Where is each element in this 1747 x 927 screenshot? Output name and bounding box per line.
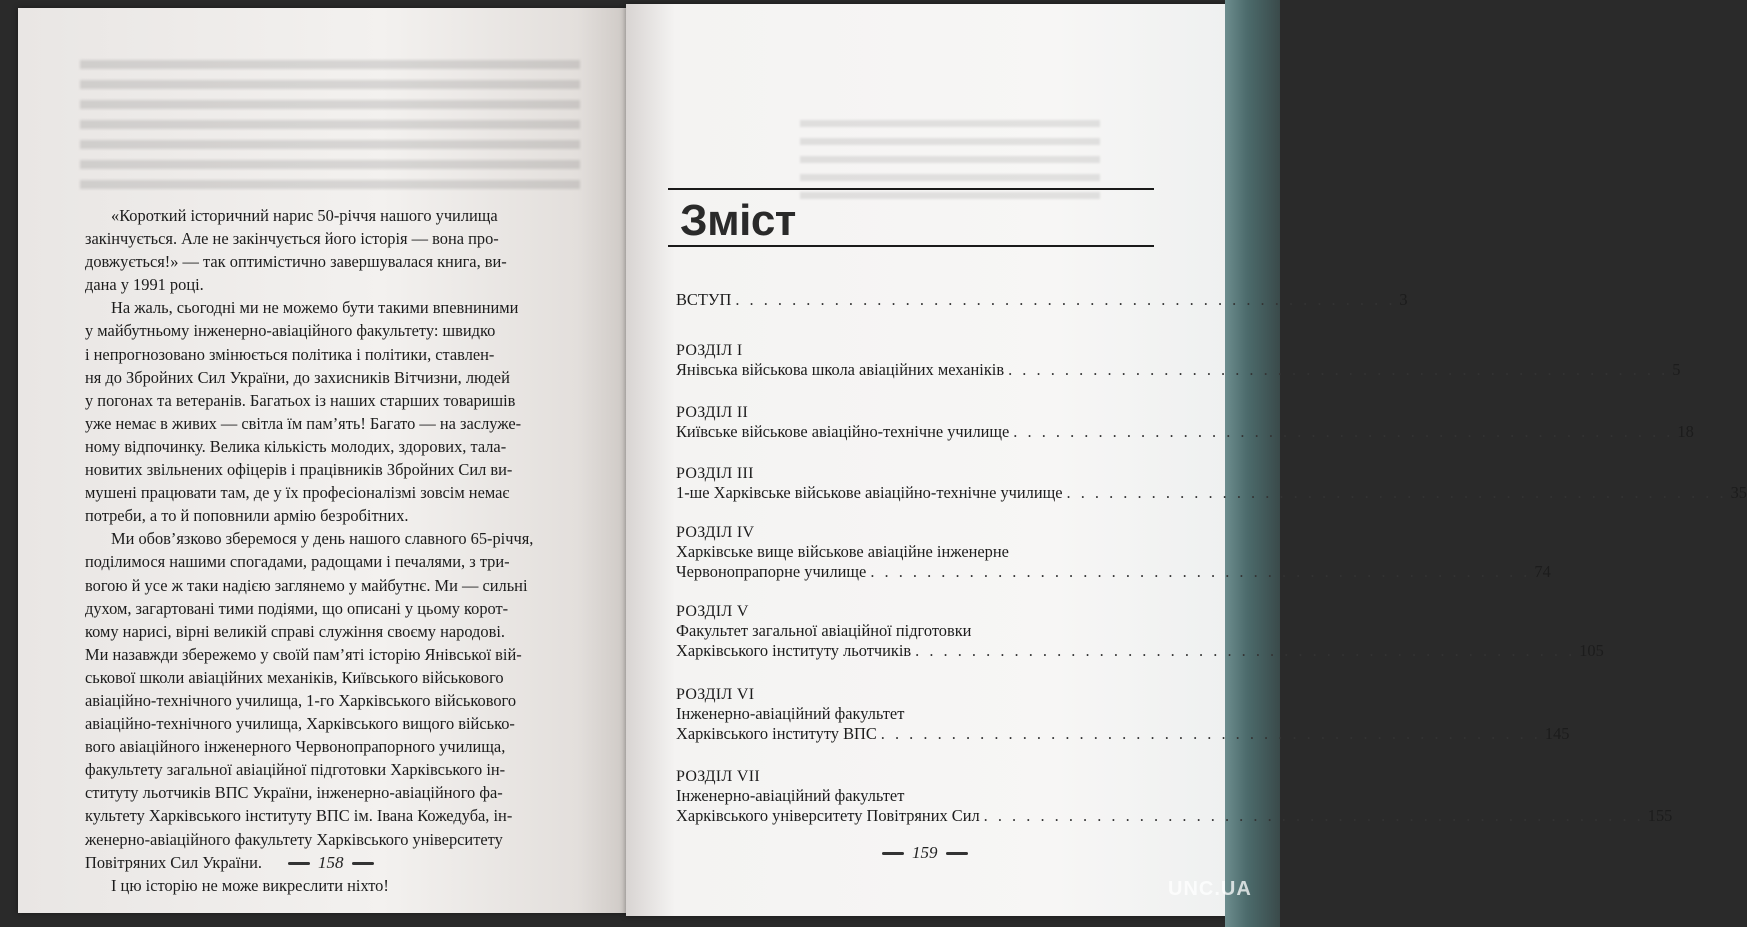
show-through-text-right [800, 120, 1100, 210]
toc-line [676, 786, 1162, 806]
toc-line [676, 422, 1694, 442]
text-line: потреби, а то й поповнили армію безробітних. [85, 506, 409, 526]
toc-chapter-heading: РОЗДІЛ II [676, 404, 749, 421]
text-line: Ми назавжди збережемо у своїй пам’яті історію Янівської вій- [85, 644, 522, 664]
text-line: поділимося нашими спогадами, радощами і печалями, з три- [85, 552, 510, 572]
paragraph [85, 296, 570, 527]
title-rule-top [668, 188, 1154, 190]
toc-line-text: Янівська військова школа авіаційних механіків [676, 360, 1005, 379]
toc-entry[interactable] [676, 768, 1673, 826]
text-line: новитих звільнених офіцерів і працівників Збройних Сил ви- [85, 460, 513, 480]
toc-line-text: Київське військове авіаційно-технічне училище [676, 422, 1010, 441]
book-cover-edge [1225, 0, 1280, 927]
text-line: довжується!» — так оптимістично завершувалася книга, ви- [85, 252, 507, 272]
toc-entry[interactable] [676, 686, 1570, 744]
watermark: UNC.UA [1168, 878, 1252, 900]
text-line: ституту льотчиків ВПС України, інженерно-авіаційного фа- [85, 783, 503, 803]
right-page-number [882, 843, 968, 863]
text-line: дана у 1991 році. [85, 275, 204, 295]
toc-leader-dots: . . . . . . . . . . . . . . . . . . . . . . . . . . . . . . . . . . . . . . . . . . . . . . . [1013, 422, 1674, 441]
toc-leader-dots: . . . . . . . . . . . . . . . . . . . . . . . . . . . . . . . . . . . . . . . . . . . . . . . [880, 724, 1541, 743]
text-line: На жаль, сьогодні ми не можемо бути такими впевниними [111, 298, 519, 318]
toc-line [676, 483, 1747, 503]
toc-page-number: 155 [1647, 806, 1673, 825]
toc-page-number: 5 [1672, 360, 1681, 379]
toc-line-text: ВСТУП [676, 290, 732, 309]
toc-line [676, 621, 1162, 641]
toc-chapter-heading: РОЗДІЛ I [676, 342, 743, 359]
text-line: і непрогнозовано змінюється політика і політики, ставлен- [85, 344, 495, 364]
text-line: у майбутньому інженерно-авіаційного факультету: швидко [85, 321, 496, 341]
left-page-number-text: 158 [318, 853, 344, 872]
toc-line [676, 562, 1551, 582]
toc-line-text: Харківського університету Повітряних Сил [676, 806, 980, 825]
left-page-body [85, 204, 570, 897]
text-line: ня до Збройних Сил України, до захисників Вітчизни, людей [85, 367, 510, 387]
folio-dash [352, 862, 374, 865]
text-line: ному відпочинку. Велика кількість молодих, здорових, тала- [85, 436, 507, 456]
toc-leader-dots: . . . . . . . . . . . . . . . . . . . . . . . . . . . . . . . . . . . . . . . . . . . . . . . [1008, 360, 1669, 379]
text-line: кому нарисі, вірні великій справі служіння своєму народові. [85, 621, 505, 641]
text-line: авіаційно-технічного училища, Харківського вищого військо- [85, 714, 515, 734]
toc-leader-dots: . . . . . . . . . . . . . . . . . . . . . . . . . . . . . . . . . . . . . . . . . . . . . . . [735, 290, 1396, 309]
toc-line [676, 724, 1570, 744]
text-line: духом, загартовані тими подіями, що описані у цьому корот- [85, 598, 509, 618]
toc-line [676, 704, 1162, 724]
text-line: мушені працювати там, де у їх професіоналізмі зовсім немає [85, 483, 510, 503]
show-through-text [80, 60, 580, 200]
toc-entry[interactable] [676, 290, 1408, 310]
left-page-number [288, 853, 374, 873]
toc-chapter-heading: РОЗДІЛ VII [676, 768, 760, 785]
toc-line-text: Червонопрапорне училище [676, 562, 867, 581]
folio-dash [946, 852, 968, 855]
folio-dash [882, 852, 904, 855]
toc-line-text: Харківське вище військове авіаційне інженерне [676, 542, 1009, 561]
toc-page-number: 3 [1399, 290, 1408, 309]
text-line: Ми обов’язково зберемося у день нашого славного 65-річчя, [111, 529, 534, 549]
toc-line-text: 1-ше Харківське військове авіаційно-технічне училище [676, 483, 1063, 502]
toc-leader-dots: . . . . . . . . . . . . . . . . . . . . . . . . . . . . . . . . . . . . . . . . . . . . . . . [983, 806, 1644, 825]
toc-entry[interactable] [676, 404, 1694, 442]
toc-entry[interactable] [676, 465, 1747, 503]
toc-page-number: 74 [1534, 562, 1551, 581]
toc-leader-dots: . . . . . . . . . . . . . . . . . . . . . . . . . . . . . . . . . . . . . . . . . . . . . . . [870, 562, 1531, 581]
text-line: І цю історію не може викреслити ніхто! [111, 875, 389, 895]
text-line: авіаційно-технічного училища, 1-го Харківського військового [85, 690, 517, 710]
toc-chapter-heading: РОЗДІЛ V [676, 603, 749, 620]
paragraph [85, 874, 570, 897]
text-line: закінчується. Але не закінчується його історія — вона про- [85, 229, 499, 249]
toc-title: Зміст [680, 196, 796, 245]
toc-line-text: Харківського інституту льотчиків [676, 641, 912, 660]
toc-line-text: Факультет загальної авіаційної підготовки [676, 621, 972, 640]
toc-page-number: 145 [1544, 724, 1570, 743]
toc-line [676, 360, 1681, 380]
toc-line-text: Інженерно-авіаційний факультет [676, 704, 905, 723]
right-page-number-text: 159 [912, 843, 938, 862]
text-line: у погонах та ветеранів. Багатьох із наших старших товаришів [85, 390, 516, 410]
toc-line [676, 290, 1408, 310]
text-line: уже немає в живих — світла їм пам’ять! Багато — на заслуже- [85, 413, 522, 433]
text-line: культету Харківського інституту ВПС ім. Івана Кожедуба, ін- [85, 806, 513, 826]
text-line: «Короткий історичний нарис 50-річчя нашого училища [111, 206, 498, 225]
folio-dash [288, 862, 310, 865]
text-line: Повітряних Сил України. [85, 852, 263, 872]
paragraph [85, 204, 570, 296]
text-line: вогою й усе ж таки надією заглянемо у майбутнє. Ми — сильні [85, 575, 528, 595]
toc-line [676, 641, 1604, 661]
toc-chapter-heading: РОЗДІЛ III [676, 465, 754, 482]
toc-line [676, 542, 1162, 562]
toc-line [676, 806, 1673, 826]
text-line: факультету загальної авіаційної підготовки Харківського ін- [85, 760, 506, 780]
toc-entry[interactable] [676, 342, 1681, 380]
toc-line-text: Харківського інституту ВПС [676, 724, 877, 743]
toc-chapter-heading: РОЗДІЛ VI [676, 686, 755, 703]
toc-leader-dots: . . . . . . . . . . . . . . . . . . . . . . . . . . . . . . . . . . . . . . . . . . . . . . . [915, 641, 1576, 660]
toc-line-text: Інженерно-авіаційний факультет [676, 786, 905, 805]
text-line: ськової школи авіаційних механіків, Київського військового [85, 667, 504, 687]
toc-page-number: 35 [1730, 483, 1747, 502]
title-rule-bottom [668, 245, 1154, 247]
toc-entry[interactable] [676, 603, 1604, 661]
paragraph [85, 527, 570, 873]
toc-page-number: 105 [1579, 641, 1604, 660]
text-line: женерно-авіаційного факультету Харківського університету [85, 829, 503, 849]
toc-leader-dots: . . . . . . . . . . . . . . . . . . . . . . . . . . . . . . . . . . . . . . . . . . . . . . . [1066, 483, 1727, 502]
toc-entry[interactable] [676, 524, 1551, 582]
text-line: вого авіаційного інженерного Червонопрапорного училища, [85, 737, 506, 757]
toc-chapter-heading: РОЗДІЛ IV [676, 524, 755, 541]
toc-page-number: 18 [1677, 422, 1694, 441]
